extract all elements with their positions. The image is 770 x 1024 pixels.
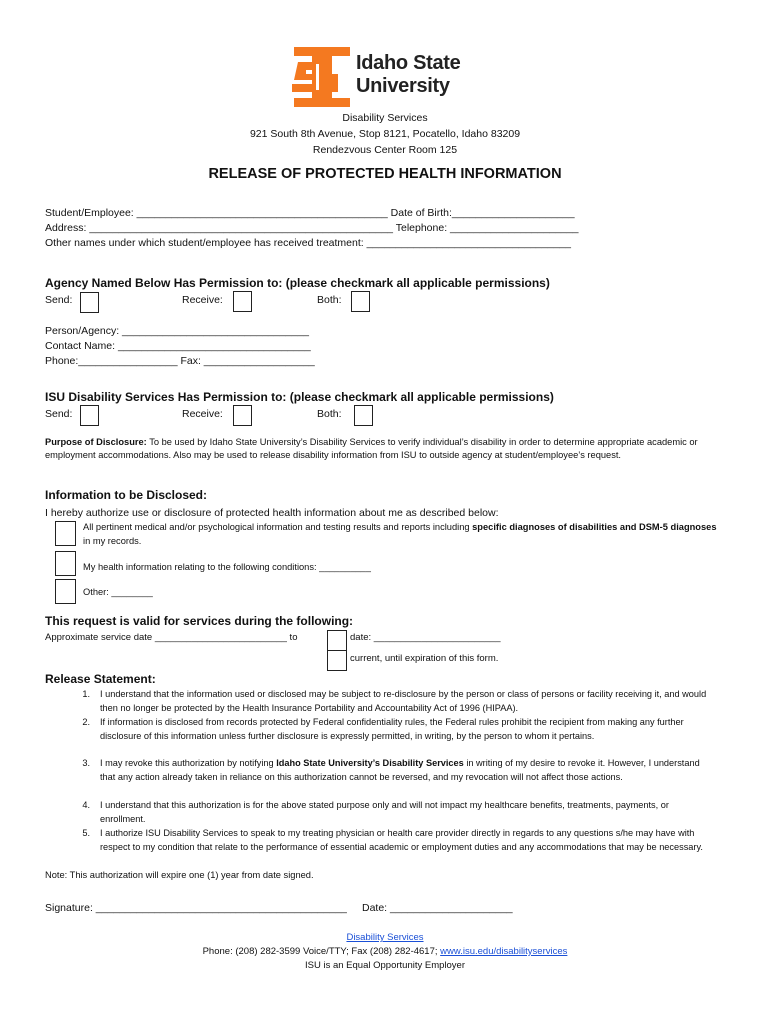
info-option1-bold: specific diagnoses of disabilities and DSM-5 diagnoses [472,522,717,532]
signature-line[interactable]: Signature: ___________________________________________ [45,902,347,914]
release-item-5-text: I authorize ISU Disability Services to speak to my treating physician or health care provider directly in regards to any questions s/he may have with respect to my condition that relate to the performance of essential academic or employment duties and any accommodations that may be necessary. [100,828,703,852]
agency-both-checkbox[interactable] [351,291,370,312]
isu-heading: ISU Disability Services Has Permission to: (please checkmark all applicable permissions) [45,390,554,404]
info-heading: Information to be Disclosed: [45,488,208,502]
isu-send-checkbox[interactable] [80,405,99,426]
valid-current-checkbox[interactable] [327,650,347,671]
purpose-paragraph [45,436,721,461]
release-item-3-pre: I may revoke this authorization by notifying [100,758,277,768]
info-option1-checkbox[interactable] [55,521,76,546]
release-item-3-text [100,757,710,784]
approx-service-date[interactable]: Approximate service date _________________________ to [45,632,298,643]
valid-date-checkbox[interactable] [327,630,347,651]
valid-heading: This request is valid for services during the following: [45,614,354,628]
release-heading: Release Statement: [45,672,156,686]
header-room: Rendezvous Center Room 125 [312,144,458,156]
release-item-1-num: 1. [82,689,90,699]
info-option1-post: in my records. [83,536,142,546]
agency-both-label: Both: [317,294,342,306]
release-item-3-num: 3. [82,758,90,768]
footer-contact [0,945,770,959]
info-option1-pre: All pertinent medical and/or psychological information and testing results and reports including [83,522,473,532]
phone-fax-line[interactable]: Phone:_________________ Fax: ___________________ [45,355,315,367]
footer-disability-services-link[interactable]: Disability Services [346,932,424,943]
isu-send-label: Send: [45,408,73,420]
release-item-1-text: I understand that the information used or disclosed may be subject to re-disclosure by the person or class of persons or facility receiving it, and would then no longer be protected by the Health Insurance Portability and Accountability Act of 1996 (HIPAA). [100,689,707,713]
release-item-4-num: 4. [82,800,90,810]
agency-receive-checkbox[interactable] [233,291,252,312]
person-agency-line[interactable]: Person/Agency: ________________________________ [45,325,309,337]
isu-logo [292,44,482,110]
contact-name-line[interactable]: Contact Name: _________________________________ [45,340,311,352]
info-option2-checkbox[interactable] [55,551,76,576]
signature-date-line[interactable]: Date: _____________________ [362,902,513,914]
purpose-text: To be used by Idaho State University’s Disability Services to verify individual’s disability in order to determine appropriate academic or employment accommodations. Also may be used to release disability information from ISU to outside agency at student/employee’s request. [45,437,698,460]
info-option3-checkbox[interactable] [55,579,76,604]
info-intro: I hereby authorize use or disclosure of protected health information about me as described below: [45,507,499,519]
release-item-3-post: in writing of my desire to revoke it. However, I understand that any action already taken in reliance on this authorization cannot be reversed, and my revocation will not affect those actions. [100,758,700,782]
info-option2-text[interactable]: My health information relating to the following conditions: __________ [83,562,371,572]
release-item-5-num: 5. [82,828,90,838]
other-names-line[interactable]: Other names under which student/employee has received treatment: ___________________________________ [45,237,571,249]
footer-phone: Phone: (208) 282-3599 Voice/TTY; Fax (208) 282-4617; [202,946,441,957]
agency-receive-label: Receive: [182,294,223,306]
page-title: RELEASE OF PROTECTED HEALTH INFORMATION [208,166,562,182]
address-line[interactable]: Address: ____________________________________________________ Telephone: ______________________ [45,222,579,234]
valid-date-line[interactable]: date: ________________________ [350,632,501,643]
info-option1-text [83,520,723,548]
release-item-3-bold: Idaho State University’s Disability Services [276,758,464,768]
footer-website-link[interactable]: www.isu.edu/disabilityservices [440,946,568,957]
logo-text-line2: University [356,75,450,97]
release-item-4-text: I understand that this authorization is for the above stated purpose only and will not impact my healthcare benefits, treatments, payments, or enrollment. [100,800,669,824]
header-dept: Disability Services [342,112,428,124]
agency-send-label: Send: [45,294,73,306]
footer-equal-opportunity: ISU is an Equal Opportunity Employer [305,960,465,971]
agency-send-checkbox[interactable] [80,292,99,313]
info-option3-text[interactable]: Other: ________ [83,587,153,597]
release-item-2-text: If information is disclosed from records protected by Federal confidentiality rules, the Federal rules prohibit the recipient from making any further disclosure of this information unless further disclosure is expressly permitted, in writing, by the person to whom it pertains. [100,717,684,741]
release-item-2-num: 2. [82,717,90,727]
release-note: Note: This authorization will expire one (1) year from date signed. [45,870,314,880]
isu-both-label: Both: [317,408,342,420]
agency-heading: Agency Named Below Has Permission to: (please checkmark all applicable permissions) [45,276,550,290]
header-address: 921 South 8th Avenue, Stop 8121, Pocatello, Idaho 83209 [249,128,521,140]
student-employee-line[interactable]: Student/Employee: ___________________________________________ Date of Birth:_____________________ [45,207,575,219]
isu-receive-label: Receive: [182,408,223,420]
purpose-label: Purpose of Disclosure: [45,437,147,447]
isu-monogram-icon [292,44,352,110]
valid-current-text: current, until expiration of this form. [350,653,499,664]
isu-both-checkbox[interactable] [354,405,373,426]
logo-text-line1: Idaho State [356,52,461,74]
isu-receive-checkbox[interactable] [233,405,252,426]
